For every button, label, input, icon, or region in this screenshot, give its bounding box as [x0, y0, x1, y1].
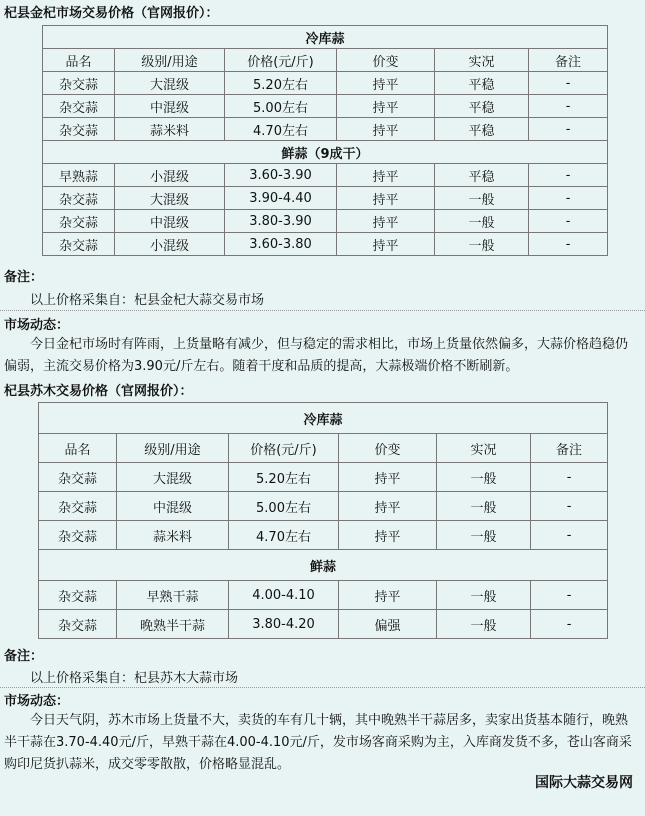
note-text: 以上价格采集自：杞县金杞大蒜交易市场 — [30, 293, 265, 308]
table-cell: - — [529, 210, 608, 233]
table-cell: 持平 — [337, 210, 435, 233]
table-cell: 平稳 — [435, 164, 529, 187]
table-cell: 杂交蒜 — [39, 610, 117, 639]
table-cell: 3.60-3.90 — [225, 164, 337, 187]
table-cell: - — [529, 118, 608, 141]
table-cell: - — [531, 463, 608, 492]
section1-title: 杞县金杞市场交易价格（官网报价）： — [4, 6, 219, 21]
category-row — [43, 141, 608, 164]
table-cell: 小混级 — [115, 164, 225, 187]
table-cell: 杂交蒜 — [39, 521, 117, 550]
table-row — [43, 233, 608, 256]
table-row — [39, 521, 608, 550]
category-row — [39, 550, 608, 581]
table-cell: 持平 — [337, 72, 435, 95]
table-cell: 持平 — [337, 187, 435, 210]
table-cell: 5.20左右 — [225, 72, 337, 95]
table-cell: 杂交蒜 — [43, 72, 115, 95]
table-row — [39, 610, 608, 639]
table-cell: 一般 — [437, 610, 531, 639]
table-cell: - — [529, 164, 608, 187]
table-cell: 一般 — [437, 581, 531, 610]
category-label: 鲜蒜（9成干） — [43, 141, 608, 164]
section2-title: 杞县苏木交易价格（官网报价）： — [4, 384, 193, 399]
divider — [0, 310, 645, 311]
table-cell: 大混级 — [115, 187, 225, 210]
column-header: 价变 — [339, 434, 437, 463]
table-cell: - — [531, 521, 608, 550]
table-cell: 3.80-4.20 — [229, 610, 339, 639]
table-cell: 杂交蒜 — [39, 463, 117, 492]
table-row — [39, 463, 608, 492]
category-row — [43, 26, 608, 49]
table-cell: 大混级 — [115, 72, 225, 95]
table-row — [39, 581, 608, 610]
note-label: 备注： — [4, 270, 44, 285]
divider — [0, 687, 645, 688]
table-cell: 4.70左右 — [229, 521, 339, 550]
table-cell: 4.00-4.10 — [229, 581, 339, 610]
column-header: 价变 — [337, 49, 435, 72]
column-header: 价格(元/斤) — [229, 434, 339, 463]
table-row — [43, 72, 608, 95]
table-cell: - — [529, 95, 608, 118]
table-cell: 杂交蒜 — [39, 581, 117, 610]
table-cell: 杂交蒜 — [43, 233, 115, 256]
table-cell: 3.60-3.80 — [225, 233, 337, 256]
category-label: 鲜蒜 — [39, 550, 608, 581]
table-row — [43, 187, 608, 210]
table-cell: 杂交蒜 — [43, 95, 115, 118]
table-cell: 持平 — [339, 492, 437, 521]
table-cell: 5.20左右 — [229, 463, 339, 492]
table-cell: 3.80-3.90 — [225, 210, 337, 233]
price-table-sumu — [38, 402, 608, 639]
note-text: 以上价格采集自：杞县苏木大蒜市场 — [30, 671, 239, 686]
table-cell: 杂交蒜 — [43, 187, 115, 210]
table-cell: 一般 — [437, 463, 531, 492]
table-cell: 蒜米料 — [117, 521, 229, 550]
market-dynamics-label: 市场动态： — [4, 694, 70, 709]
table-cell: 一般 — [435, 187, 529, 210]
table-cell: - — [531, 492, 608, 521]
table-cell: 杂交蒜 — [43, 118, 115, 141]
column-header: 实况 — [435, 49, 529, 72]
table-cell: 持平 — [339, 581, 437, 610]
table-row — [39, 492, 608, 521]
column-header: 品名 — [43, 49, 115, 72]
market-dynamics-text: 今日金杞市场时有阵雨，上货量略有减少，但与稳定的需求相比，市场上货量依然偏多，大蒜价格趋稳仍偏弱，主流交易价格为3.90元/斤左右。随着干度和品质的提高，大蒜极端价格不断刷新。 — [4, 337, 629, 374]
table-row — [43, 118, 608, 141]
table-cell: 持平 — [337, 233, 435, 256]
table-cell: 杂交蒜 — [39, 492, 117, 521]
table-cell: 中混级 — [115, 210, 225, 233]
table-cell: 持平 — [339, 463, 437, 492]
table-cell: 持平 — [339, 521, 437, 550]
table-cell: - — [529, 72, 608, 95]
table-cell: - — [529, 187, 608, 210]
table-row — [43, 95, 608, 118]
column-header: 备注 — [531, 434, 608, 463]
table-cell: 偏强 — [339, 610, 437, 639]
column-header: 实况 — [437, 434, 531, 463]
table-cell: 平稳 — [435, 72, 529, 95]
table-cell: 持平 — [337, 164, 435, 187]
table-cell: - — [531, 610, 608, 639]
table-cell: 中混级 — [115, 95, 225, 118]
table-cell: - — [529, 233, 608, 256]
table-cell: 4.70左右 — [225, 118, 337, 141]
table-cell: 一般 — [435, 210, 529, 233]
table-cell: 一般 — [435, 233, 529, 256]
table-cell: 5.00左右 — [225, 95, 337, 118]
table-cell: 早熟干蒜 — [117, 581, 229, 610]
table-cell: 小混级 — [115, 233, 225, 256]
table-cell: 平稳 — [435, 118, 529, 141]
table-cell: 中混级 — [117, 492, 229, 521]
table-header-row — [43, 49, 608, 72]
column-header: 价格(元/斤) — [225, 49, 337, 72]
column-header: 品名 — [39, 434, 117, 463]
table-cell: - — [531, 581, 608, 610]
price-table-jinqi — [42, 25, 608, 256]
table-cell: 杂交蒜 — [43, 210, 115, 233]
column-header: 级别/用途 — [117, 434, 229, 463]
note-label: 备注： — [4, 649, 44, 664]
category-label: 冷库蒜 — [39, 403, 608, 434]
column-header: 备注 — [529, 49, 608, 72]
category-row — [39, 403, 608, 434]
table-cell: 大混级 — [117, 463, 229, 492]
table-row — [43, 210, 608, 233]
market-dynamics-label: 市场动态： — [4, 318, 70, 333]
table-cell: 早熟蒜 — [43, 164, 115, 187]
table-cell: 一般 — [437, 492, 531, 521]
site-brand: 国际大蒜交易网 — [535, 775, 633, 791]
table-cell: 3.90-4.40 — [225, 187, 337, 210]
table-cell: 持平 — [337, 95, 435, 118]
table-cell: 5.00左右 — [229, 492, 339, 521]
category-label: 冷库蒜 — [43, 26, 608, 49]
table-cell: 蒜米料 — [115, 118, 225, 141]
table-cell: 一般 — [437, 521, 531, 550]
table-header-row — [39, 434, 608, 463]
table-cell: 持平 — [337, 118, 435, 141]
market-dynamics-text: 今日天气阴，苏木市场上货量不大，卖货的车有几十辆，其中晚熟半干蒜居多，卖家出货基本随行，晚熟半干蒜在3.70-4.40元/斤，早熟干蒜在4.00-4.10元/斤，发市场客商采购为主，入库商发货不多，苍山客商采购印尼货扒蒜米，成交零零散散，价格略显混乱。 — [4, 713, 632, 772]
column-header: 级别/用途 — [115, 49, 225, 72]
table-cell: 平稳 — [435, 95, 529, 118]
table-cell: 晚熟半干蒜 — [117, 610, 229, 639]
table-row — [43, 164, 608, 187]
